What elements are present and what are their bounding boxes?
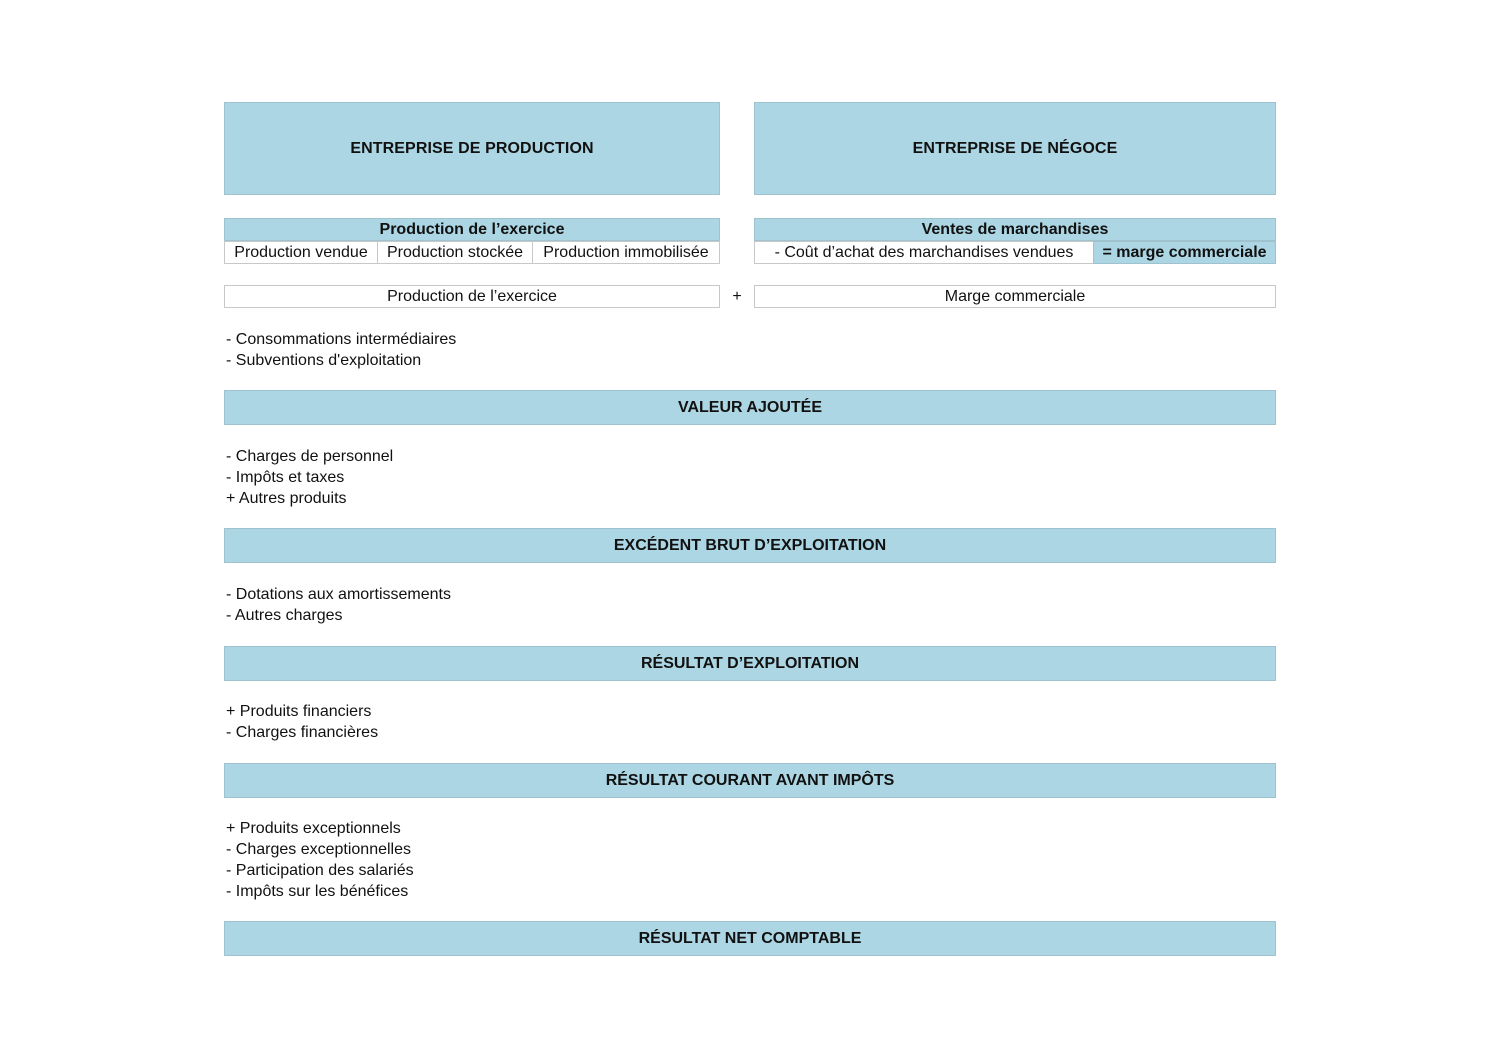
production-table-title-label: Production de l’exercice	[379, 220, 565, 238]
production-cell-label: Production vendue	[234, 243, 368, 261]
production-company-header	[224, 102, 720, 195]
adjustment-list	[226, 701, 826, 743]
adjustment-item: - Impôts sur les bénéfices	[226, 883, 409, 900]
negoce-margin-label: = marge commerciale	[1102, 243, 1267, 261]
negoce-table-title	[754, 218, 1276, 241]
production-cell-label: Production stockée	[386, 243, 524, 261]
adjustment-item: - Charges financières	[226, 724, 379, 741]
adjustment-item: - Autres charges	[226, 607, 343, 624]
result-band-ebe	[224, 528, 1276, 563]
negoce-company-header	[754, 102, 1276, 195]
production-total-label: Production de l’exercice	[387, 287, 557, 305]
production-table-cell	[532, 241, 720, 264]
adjustment-list	[226, 584, 826, 626]
adjustment-list	[226, 329, 826, 371]
adjustment-item: - Dotations aux amortissements	[226, 586, 451, 603]
negoce-company-header-label: ENTREPRISE DE NÉGOCE	[912, 139, 1118, 157]
adjustment-item: + Autres produits	[226, 490, 347, 507]
result-band-resultat-exploitation	[224, 646, 1276, 681]
adjustment-item: - Impôts et taxes	[226, 469, 345, 486]
result-band-label: VALEUR AJOUTÉE	[677, 398, 822, 416]
result-band-label: EXCÉDENT BRUT D’EXPLOITATION	[613, 536, 887, 554]
production-total-box	[224, 285, 720, 308]
adjustment-item: - Subventions d'exploitation	[226, 352, 422, 369]
negoce-cost-label: - Coût d’achat des marchandises vendues	[774, 243, 1074, 261]
production-table-cell	[377, 241, 533, 264]
negoce-table-title-label: Ventes de marchandises	[921, 220, 1109, 238]
adjustment-item: - Charges de personnel	[226, 448, 394, 465]
adjustment-item: - Charges exceptionnelles	[226, 841, 411, 858]
production-cell-label: Production immobilisée	[543, 243, 709, 261]
result-band-resultat-net	[224, 921, 1276, 956]
plus-operator	[720, 285, 754, 308]
adjustment-list	[226, 818, 826, 902]
adjustment-list	[226, 446, 826, 509]
adjustment-item: + Produits financiers	[226, 703, 372, 720]
result-band-label: RÉSULTAT D’EXPLOITATION	[640, 654, 860, 672]
negoce-cost-cell	[754, 241, 1094, 264]
production-table-cell	[224, 241, 378, 264]
adjustment-item: - Participation des salariés	[226, 862, 414, 879]
adjustment-item: + Produits exceptionnels	[226, 820, 401, 837]
plus-operator-label: +	[732, 287, 742, 305]
production-table-title	[224, 218, 720, 241]
result-band-label: RÉSULTAT COURANT AVANT IMPÔTS	[605, 771, 895, 789]
result-band-rcai	[224, 763, 1276, 798]
negoce-margin-cell	[1093, 241, 1276, 264]
result-band-label: RÉSULTAT NET COMPTABLE	[638, 929, 862, 947]
adjustment-item: - Consommations intermédiaires	[226, 331, 457, 348]
margin-total-label: Marge commerciale	[944, 287, 1086, 305]
result-band-valeur-ajoutee	[224, 390, 1276, 425]
production-company-header-label: ENTREPRISE DE PRODUCTION	[350, 139, 594, 157]
margin-total-box	[754, 285, 1276, 308]
